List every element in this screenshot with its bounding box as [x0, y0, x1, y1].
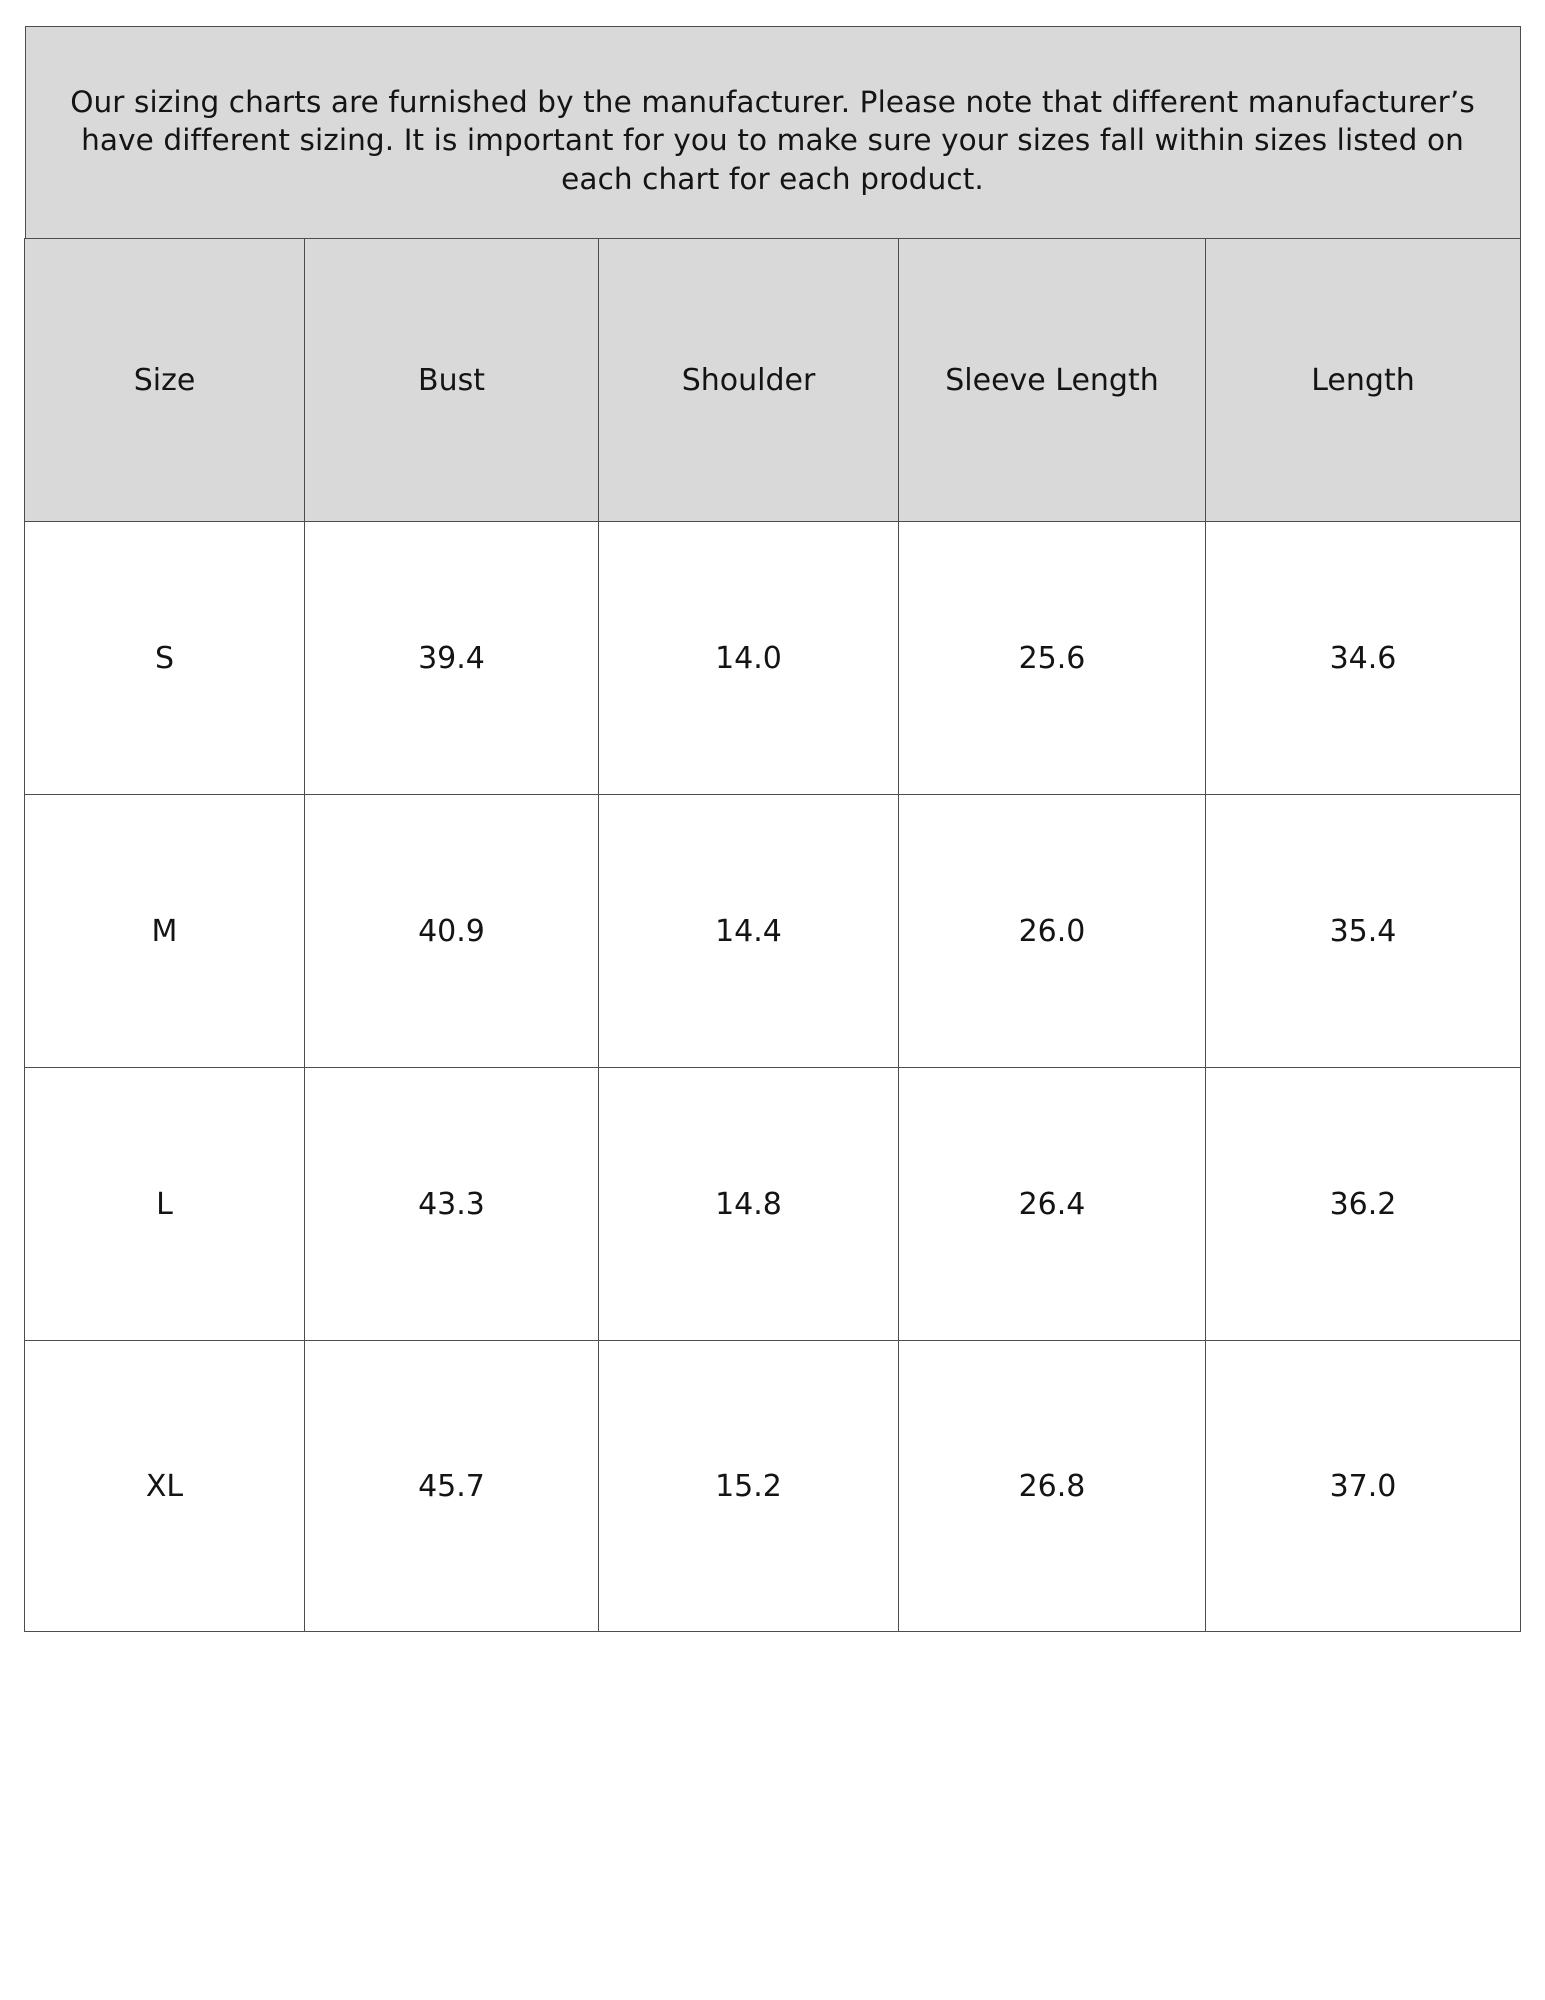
cell-length: 36.2	[1206, 1068, 1521, 1341]
cell-sleeve-length: 26.0	[899, 795, 1206, 1068]
table-row	[25, 1341, 1521, 1632]
sizing-notice: Our sizing charts are furnished by the manufacturer. Please note that different manufacturer’s have different sizing. It is important for you to make sure your sizes fall within sizes listed on each chart for each product.	[25, 26, 1521, 238]
cell-length: 37.0	[1206, 1341, 1521, 1632]
cell-sleeve-length: 26.8	[899, 1341, 1206, 1632]
cell-bust: 40.9	[305, 795, 599, 1068]
cell-sleeve-length: 25.6	[899, 522, 1206, 795]
cell-size: S	[25, 522, 305, 795]
table-header	[25, 239, 1521, 522]
cell-bust: 39.4	[305, 522, 599, 795]
cell-length: 34.6	[1206, 522, 1521, 795]
cell-shoulder: 15.2	[599, 1341, 899, 1632]
column-header-sleeve-length: Sleeve Length	[899, 239, 1206, 522]
cell-shoulder: 14.0	[599, 522, 899, 795]
column-header-length: Length	[1206, 239, 1521, 522]
cell-shoulder: 14.8	[599, 1068, 899, 1341]
cell-sleeve-length: 26.4	[899, 1068, 1206, 1341]
table-body	[25, 522, 1521, 1632]
table-row	[25, 522, 1521, 795]
table-row	[25, 1068, 1521, 1341]
cell-bust: 45.7	[305, 1341, 599, 1632]
cell-size: L	[25, 1068, 305, 1341]
column-header-size: Size	[25, 239, 305, 522]
size-chart-table	[24, 238, 1521, 1632]
cell-size: XL	[25, 1341, 305, 1632]
column-header-bust: Bust	[305, 239, 599, 522]
column-header-shoulder: Shoulder	[599, 239, 899, 522]
table-row	[25, 795, 1521, 1068]
cell-bust: 43.3	[305, 1068, 599, 1341]
header-row	[25, 239, 1521, 522]
cell-size: M	[25, 795, 305, 1068]
cell-shoulder: 14.4	[599, 795, 899, 1068]
cell-length: 35.4	[1206, 795, 1521, 1068]
